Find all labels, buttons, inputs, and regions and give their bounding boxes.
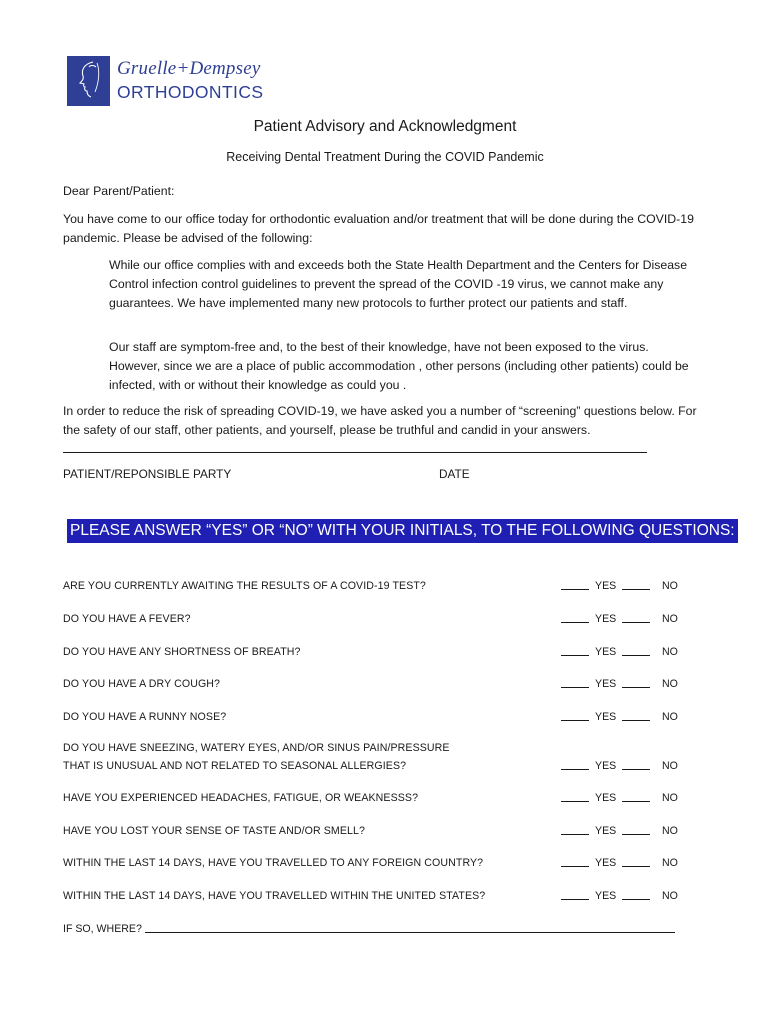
no-initials-blank[interactable] <box>622 899 650 900</box>
no-label: NO <box>662 857 678 869</box>
advisory-point-1: While our office complies with and exceeds both the State Health Department and the Centers for Disease Control infection control guidelines to prevent the spread of the COVID -19 virus, we cannot make any guarantees. We have implemented many new protocols to further protect our patients and staff. <box>109 258 688 310</box>
advisory-point-2: Our staff are symptom-free and, to the best of their knowledge, have not been exposed to the virus. However, since we are a place of public accommodation , other persons (including other patients) could be infected, with or without their knowledge as could you . <box>109 340 689 392</box>
no-label: NO <box>662 580 678 592</box>
answer-9 <box>561 857 678 869</box>
greeting: Dear Parent/Patient: <box>63 184 175 198</box>
yes-initials-blank[interactable] <box>561 622 589 623</box>
yes-label: YES <box>595 678 617 690</box>
signature-line[interactable] <box>63 452 647 453</box>
yes-label: YES <box>595 825 617 837</box>
answer-8 <box>561 825 678 837</box>
no-label: NO <box>662 646 678 658</box>
document-subtitle: Receiving Dental Treatment During the COVID Pandemic <box>226 150 544 164</box>
yes-initials-blank[interactable] <box>561 834 589 835</box>
no-label: NO <box>662 792 678 804</box>
travel-location-row <box>63 923 675 935</box>
yes-initials-blank[interactable] <box>561 655 589 656</box>
no-initials-blank[interactable] <box>622 589 650 590</box>
no-initials-blank[interactable] <box>622 687 650 688</box>
yes-initials-blank[interactable] <box>561 899 589 900</box>
answer-10 <box>561 890 678 902</box>
yes-initials-blank[interactable] <box>561 866 589 867</box>
answer-6 <box>561 760 678 772</box>
yes-initials-blank[interactable] <box>561 720 589 721</box>
answer-4 <box>561 678 678 690</box>
question-1: ARE YOU CURRENTLY AWAITING THE RESULTS OF A COVID-19 TEST? <box>63 580 426 592</box>
no-initials-blank[interactable] <box>622 622 650 623</box>
no-label: NO <box>662 890 678 902</box>
yes-label: YES <box>595 613 617 625</box>
no-label: NO <box>662 825 678 837</box>
face-profile-logo-icon <box>67 56 110 106</box>
yes-initials-blank[interactable] <box>561 801 589 802</box>
instructions-banner: PLEASE ANSWER “YES” OR “NO” WITH YOUR INITIALS, TO THE FOLLOWING QUESTIONS: <box>67 519 738 543</box>
where-blank[interactable] <box>145 932 675 933</box>
no-initials-blank[interactable] <box>622 866 650 867</box>
question-2: DO YOU HAVE A FEVER? <box>63 613 191 625</box>
yes-initials-blank[interactable] <box>561 589 589 590</box>
no-label: NO <box>662 760 678 772</box>
no-label: NO <box>662 711 678 723</box>
no-initials-blank[interactable] <box>622 655 650 656</box>
logo-script-text: Gruelle+Dempsey <box>117 58 261 79</box>
yes-label: YES <box>595 857 617 869</box>
yes-label: YES <box>595 792 617 804</box>
yes-label: YES <box>595 580 617 592</box>
yes-label: YES <box>595 760 617 772</box>
closing-paragraph: In order to reduce the risk of spreading COVID-19, we have asked you a number of “screening” questions below. For the safety of our staff, other patients, and yourself, please be truthful and candid in your answers. <box>63 404 697 437</box>
question-7: HAVE YOU EXPERIENCED HEADACHES, FATIGUE, OR WEAKNESSS? <box>63 792 419 804</box>
question-6-line-1: DO YOU HAVE SNEEZING, WATERY EYES, AND/OR SINUS PAIN/PRESSURE <box>63 742 450 754</box>
question-6-line-2: THAT IS UNUSUAL AND NOT RELATED TO SEASONAL ALLERGIES? <box>63 760 407 772</box>
no-label: NO <box>662 678 678 690</box>
no-label: NO <box>662 613 678 625</box>
date-label: DATE <box>439 467 470 481</box>
question-9: WITHIN THE LAST 14 DAYS, HAVE YOU TRAVELLED TO ANY FOREIGN COUNTRY? <box>63 857 484 869</box>
yes-initials-blank[interactable] <box>561 769 589 770</box>
intro-paragraph: You have come to our office today for orthodontic evaluation and/or treatment that will be done during the COVID-19 pandemic. Please be advised of the following: <box>63 212 694 245</box>
question-4: DO YOU HAVE A DRY COUGH? <box>63 678 221 690</box>
document-title: Patient Advisory and Acknowledgment <box>253 118 517 135</box>
answer-7 <box>561 792 678 804</box>
answer-3 <box>561 646 678 658</box>
question-8: HAVE YOU LOST YOUR SENSE OF TASTE AND/OR SMELL? <box>63 825 366 837</box>
no-initials-blank[interactable] <box>622 801 650 802</box>
answer-1 <box>561 580 678 592</box>
practice-logo <box>67 56 264 108</box>
yes-initials-blank[interactable] <box>561 687 589 688</box>
logo-word-text: ORTHODONTICS <box>117 82 264 102</box>
question-3: DO YOU HAVE ANY SHORTNESS OF BREATH? <box>63 646 301 658</box>
yes-label: YES <box>595 890 617 902</box>
answer-2 <box>561 613 678 625</box>
no-initials-blank[interactable] <box>622 720 650 721</box>
party-label: PATIENT/REPONSIBLE PARTY <box>63 467 232 481</box>
question-5: DO YOU HAVE A RUNNY NOSE? <box>63 711 227 723</box>
where-label: IF SO, WHERE? <box>63 923 142 935</box>
no-initials-blank[interactable] <box>622 769 650 770</box>
answer-5 <box>561 711 678 723</box>
question-10: WITHIN THE LAST 14 DAYS, HAVE YOU TRAVELLED WITHIN THE UNITED STATES? <box>63 890 486 902</box>
yes-label: YES <box>595 711 617 723</box>
yes-label: YES <box>595 646 617 658</box>
no-initials-blank[interactable] <box>622 834 650 835</box>
